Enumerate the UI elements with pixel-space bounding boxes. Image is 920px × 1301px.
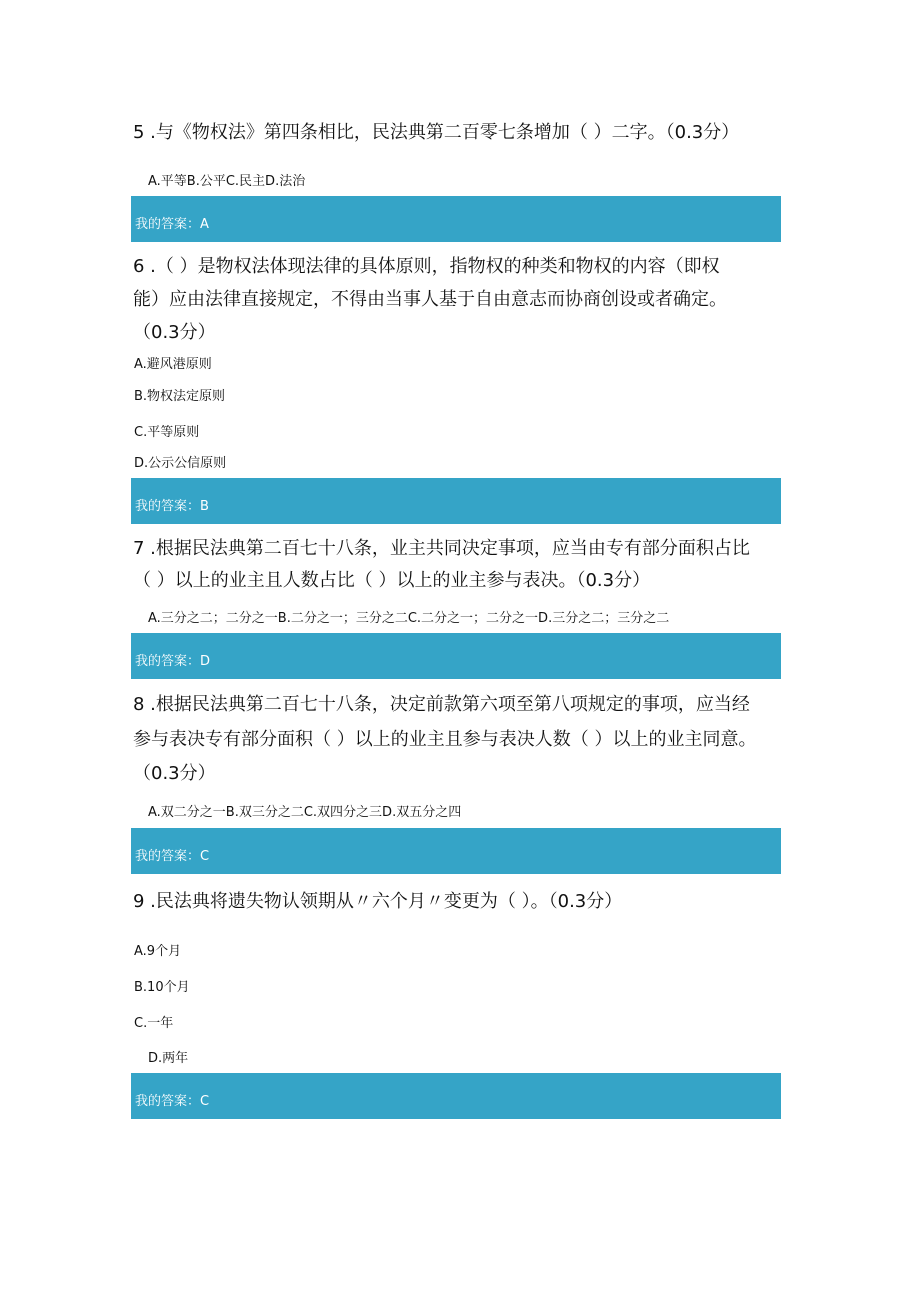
question-6-option-b: B.物权法定原则 — [134, 389, 226, 404]
question-8-text-line-3: （0.3分） — [133, 763, 216, 784]
question-9-option-c: C.一年 — [134, 1016, 174, 1031]
question-6-text-line-3: （0.3分） — [133, 322, 216, 343]
question-8-answer-bar — [131, 828, 781, 874]
question-7-text-line-1: 7 .根据民法典第二百七十八条，业主共同决定事项，应当由专有部分面积占比 — [133, 538, 750, 559]
question-6-option-a: A.避风港原则 — [134, 357, 212, 372]
question-8-text-line-1: 8 .根据民法典第二百七十八条，决定前款第六项至第八项规定的事项，应当经 — [133, 694, 750, 715]
question-7-text-line-2: （ ）以上的业主且人数占比（ ）以上的业主参与表决。（0.3分） — [133, 570, 651, 591]
question-9-answer-bar — [131, 1073, 781, 1119]
question-5-answer: 我的答案：A — [135, 217, 209, 232]
question-9-text: 9 .民法典将遗失物认领期从〃六个月〃变更为（ ）。（0.3分） — [133, 891, 623, 912]
question-7-answer-bar — [131, 633, 781, 679]
question-9-answer: 我的答案：C — [135, 1094, 210, 1109]
question-6-option-d: D.公示公信原则 — [134, 456, 227, 471]
question-8-answer: 我的答案：C — [135, 849, 210, 864]
question-6-answer: 我的答案：B — [135, 499, 209, 514]
question-5-options: A.平等B.公平C.民主D.法治 — [148, 174, 306, 189]
question-8-options: A.双二分之一B.双三分之二C.双四分之三D.双五分之四 — [148, 805, 462, 820]
question-5-text: 5 .与《物权法》第四条相比，民法典第二百零七条增加（ ）二字。（0.3分） — [133, 122, 740, 143]
question-9-option-d: D.两年 — [148, 1051, 189, 1066]
question-5-answer-bar — [131, 196, 781, 242]
question-6-answer-bar — [131, 478, 781, 524]
question-7-options: A.三分之二；二分之一B.二分之一；三分之二C.二分之一；二分之一D.三分之二；三分之二 — [148, 611, 670, 626]
question-6-text-line-2: 能）应由法律直接规定，不得由当事人基于自由意志而协商创设或者确定。 — [133, 289, 727, 310]
question-6-option-c: C.平等原则 — [134, 425, 200, 440]
question-7-answer: 我的答案：D — [135, 654, 211, 669]
question-6-text-line-1: 6 .（ ）是物权法体现法律的具体原则，指物权的种类和物权的内容（即权 — [133, 256, 720, 277]
question-8-text-line-2: 参与表决专有部分面积（ ）以上的业主且参与表决人数（ ）以上的业主同意。 — [133, 729, 757, 750]
question-9-option-a: A.9个月 — [134, 944, 182, 959]
question-9-option-b: B.10个月 — [134, 980, 190, 995]
